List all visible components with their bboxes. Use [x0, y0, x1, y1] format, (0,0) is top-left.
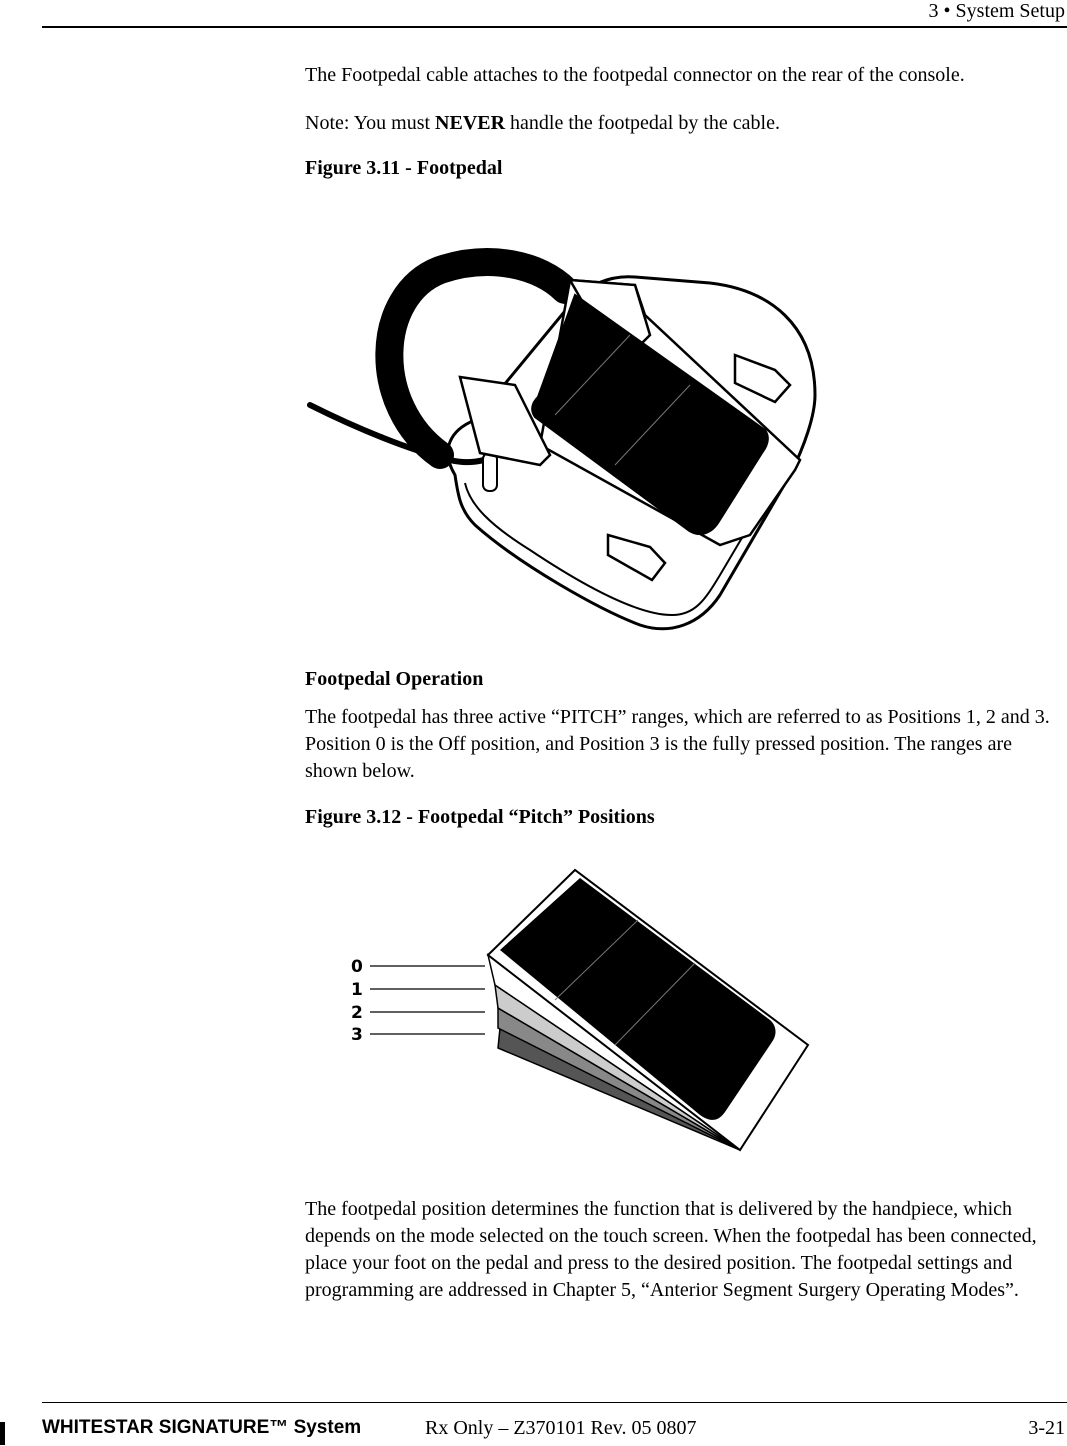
- note-prefix: Note: You must: [305, 112, 436, 134]
- note-suffix: handle the footpedal by the cable.: [505, 112, 780, 134]
- footpedal-operation-heading: Footpedal Operation: [305, 668, 484, 690]
- position-label-2: 2: [351, 1003, 363, 1023]
- position-label-1: 1: [351, 980, 363, 1000]
- closing-paragraph: The footpedal position determines the function that is delivered by the handpiece, which depends on the mode selected on the touch screen. When the footpedal has been connected, place your foot on the pedal and press to the desired position. The footpedal settings and programming are addressed in Chapter 5, “Anterior Segment Surgery Operating Modes”.: [305, 1198, 1037, 1301]
- position-label-0: 0: [351, 957, 363, 977]
- footer-system-name: WHITESTAR SIGNATURE™ System: [42, 1417, 362, 1438]
- note-emphasis: NEVER: [435, 112, 506, 134]
- cable-connector: [483, 453, 497, 491]
- figure-3-11-caption: Figure 3.11 - Footpedal: [305, 157, 503, 179]
- footpedal-illustration: [300, 205, 820, 645]
- footer-doc-ref: Rx Only – Z370101 Rev. 05 0807: [425, 1417, 697, 1439]
- intro-paragraph: The Footpedal cable attaches to the footpedal connector on the rear of the console.: [305, 64, 965, 86]
- section-title: 3 • System Setup: [928, 0, 1065, 22]
- operation-paragraph: The footpedal has three active “PITCH” ranges, which are referred to as Positions 1, 2 and 3. Position 0 is the Off position, and Position 3 is the fully pressed position. The ranges are shown below.: [305, 706, 1050, 782]
- figure-3-12-caption: Figure 3.12 - Footpedal “Pitch” Positions: [305, 806, 655, 828]
- note-paragraph: [305, 110, 1065, 137]
- footer-page-number: 3-21: [1028, 1417, 1065, 1439]
- position-label-3: 3: [351, 1025, 363, 1045]
- page-header: [42, 0, 1067, 28]
- pitch-positions-illustration: [340, 860, 820, 1160]
- page-footer: [42, 1402, 1067, 1446]
- footer-marker: [0, 1422, 5, 1445]
